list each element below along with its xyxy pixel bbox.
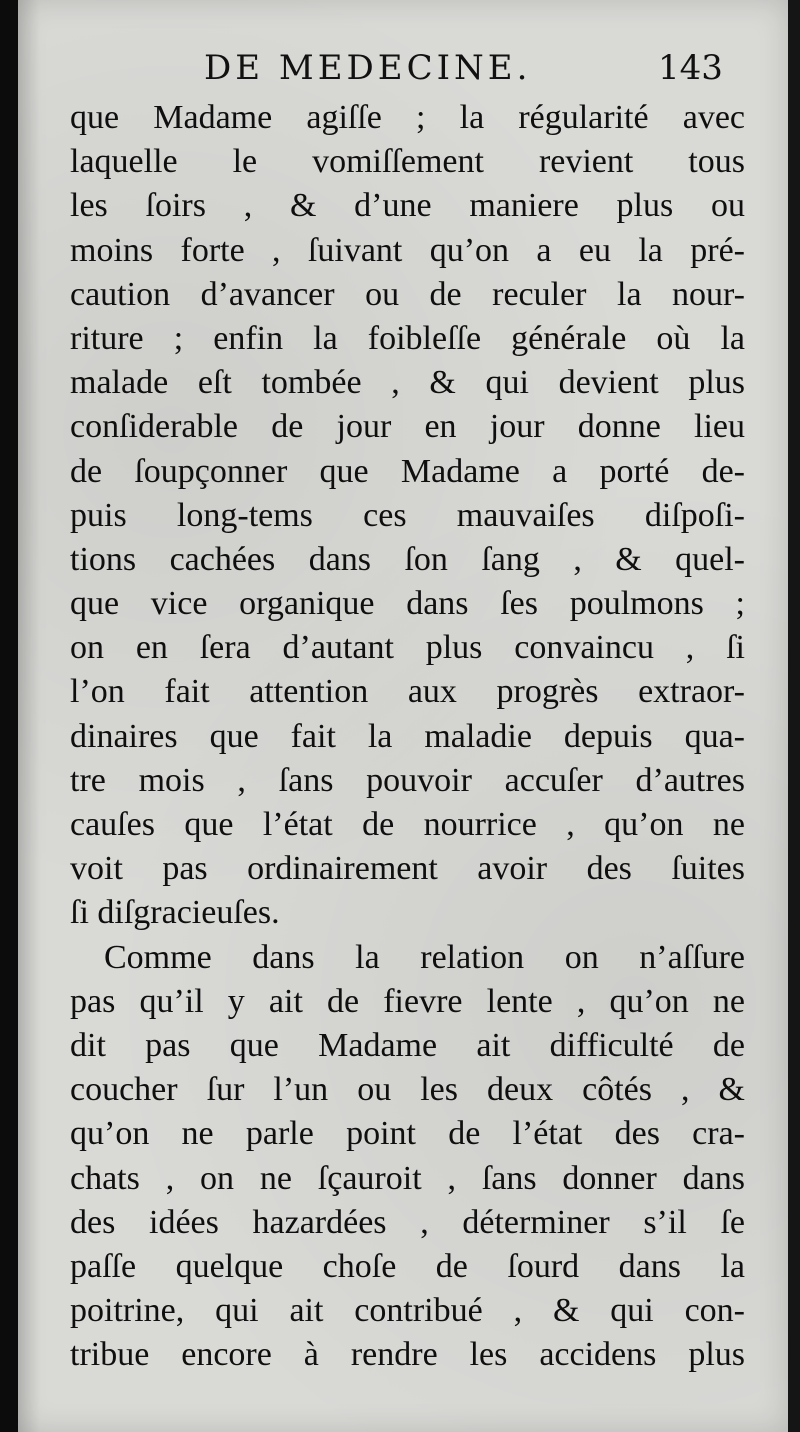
text-line: ſi diſgracieuſes. bbox=[70, 894, 280, 932]
body-text bbox=[70, 96, 745, 1377]
text-line: pas qu’il y ait de fievre lente , qu’on ne bbox=[70, 982, 745, 1020]
paragraph bbox=[70, 96, 745, 936]
text-line: tribue encore à rendre les accidens plus bbox=[70, 1336, 745, 1374]
book-page bbox=[18, 0, 788, 1432]
running-title: DE MEDECINE. bbox=[204, 48, 532, 88]
text-line: laquelle le vomiſſement revient tous bbox=[70, 143, 745, 181]
text-line: on en ſera d’autant plus convaincu , ſi bbox=[70, 629, 745, 667]
text-line: puis long-tems ces mauvaiſes diſpoſi- bbox=[70, 496, 745, 534]
page-header bbox=[18, 48, 788, 98]
text-line: l’on fait attention aux progrès extraor- bbox=[70, 673, 745, 711]
text-line: de ſoupçonner que Madame a porté de- bbox=[70, 452, 745, 490]
text-line: chats , on ne ſçauroit , ſans donner dans bbox=[70, 1159, 745, 1197]
text-line: voit pas ordinairement avoir des ſuites bbox=[70, 850, 745, 888]
text-line: dinaires que fait la maladie depuis qua- bbox=[70, 717, 745, 755]
scan-edge-shadow bbox=[788, 0, 800, 1432]
text-line: qu’on ne parle point de l’état des cra- bbox=[70, 1115, 745, 1153]
text-line: les ſoirs , & d’une maniere plus ou bbox=[70, 187, 745, 225]
text-line: conſiderable de jour en jour donne lieu bbox=[70, 408, 745, 446]
text-line: riture ; enfin la foibleſſe générale où la bbox=[70, 319, 745, 357]
text-line: caution d’avancer ou de reculer la nour- bbox=[70, 275, 745, 313]
text-line: malade eſt tombée , & qui devient plus bbox=[70, 364, 745, 402]
text-line: que vice organique dans ſes poulmons ; bbox=[70, 585, 745, 623]
paragraph bbox=[70, 936, 745, 1378]
text-line: cauſes que l’état de nourrice , qu’on ne bbox=[70, 806, 745, 843]
text-line: paſſe quelque choſe de ſourd dans la bbox=[70, 1247, 745, 1285]
text-line: que Madame agiſſe ; la régularité avec bbox=[70, 99, 745, 136]
text-line: Comme dans la relation on n’aſſure bbox=[104, 938, 745, 976]
book-gutter-shadow bbox=[0, 0, 18, 1432]
text-line: des idées hazardées , déterminer s’il ſe bbox=[70, 1203, 745, 1241]
text-line: moins forte , ſuivant qu’on a eu la pré- bbox=[70, 231, 745, 269]
page-number: 143 bbox=[658, 48, 723, 88]
text-line: tions cachées dans ſon ſang , & quel- bbox=[70, 540, 745, 578]
text-line: poitrine, qui ait contribué , & qui con- bbox=[70, 1292, 745, 1330]
text-line: tre mois , ſans pouvoir accuſer d’autres bbox=[70, 761, 745, 799]
text-line: dit pas que Madame ait difficulté de bbox=[70, 1026, 745, 1064]
text-line: coucher ſur l’un ou les deux côtés , & bbox=[70, 1071, 745, 1109]
